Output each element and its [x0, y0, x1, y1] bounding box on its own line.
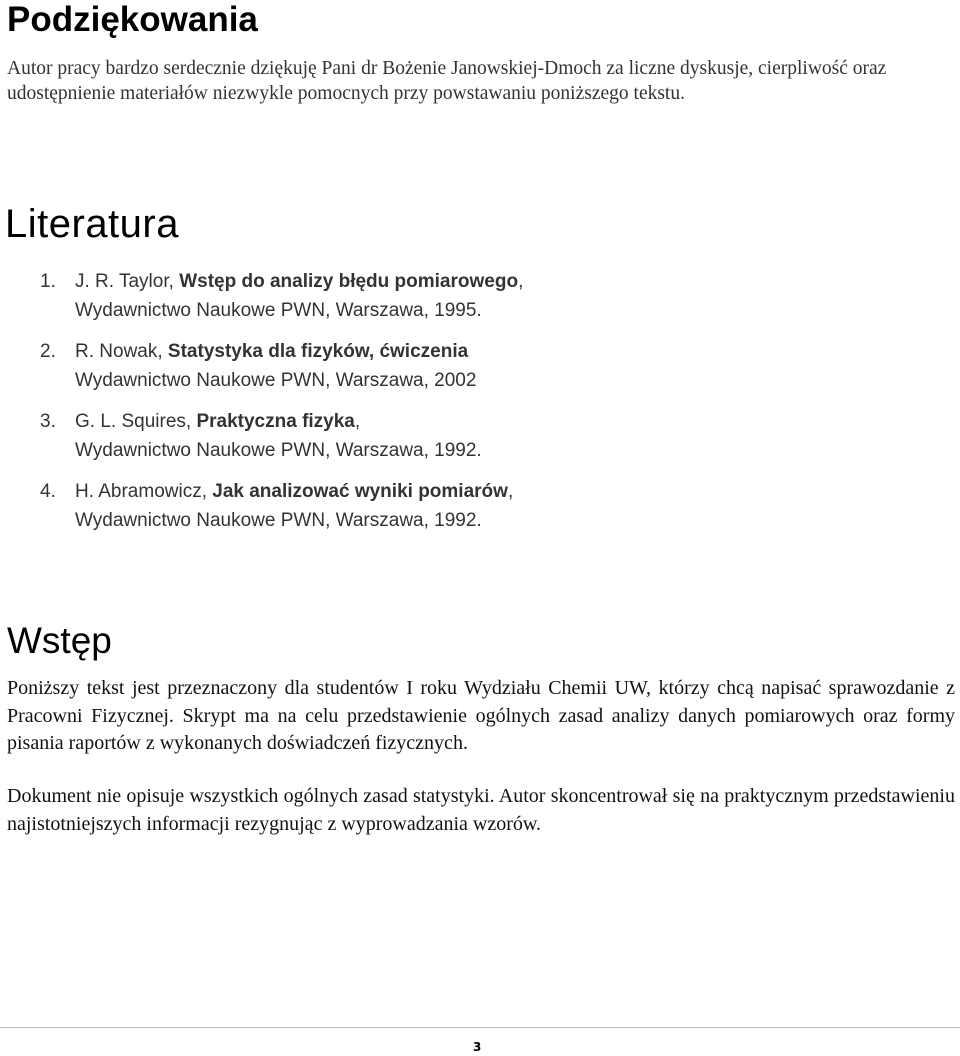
page-number: 3 — [473, 1040, 482, 1054]
acknowledgements-text: Autor pracy bardzo serdecznie dziękuję Pani dr Bożenie Janowskiej-Dmoch za liczne dyskusje, cierpliwość oraz udostępnienie materiałów niezwykle pomocnych przy powstawaniu poniższego tekstu. — [7, 58, 887, 104]
reference-author: J. R. Taylor, — [75, 271, 180, 292]
reference-publisher: Wydawnictwo Naukowe PWN, Warszawa, 1992. — [75, 510, 482, 531]
reference-punctuation: , — [354, 411, 361, 432]
reference-author: R. Nowak, — [75, 341, 168, 362]
reference-publisher: Wydawnictwo Naukowe PWN, Warszawa, 1992. — [75, 440, 482, 461]
reference-line-1 — [75, 408, 360, 435]
reference-line-1 — [75, 478, 513, 505]
reference-author: H. Abramowicz, — [75, 481, 213, 502]
reference-number: 2. — [40, 341, 56, 362]
reference-title: Jak analizować wyniki pomiarów — [212, 481, 508, 502]
introduction-paragraph: Poniższy tekst jest przeznaczony dla studentów I roku Wydziału Chemii UW, którzy chcą napisać sprawozdanie z Pracowni Fizycznej. Skrypt ma na celu przedstawienie ogólnych zasad analizy danych pomiarowych oraz formy pisania raportów z wykonanych doświadczeń fizycznych. — [7, 677, 955, 754]
reference-publisher: Wydawnictwo Naukowe PWN, Warszawa, 1995. — [75, 300, 482, 321]
reference-line-1 — [75, 268, 523, 295]
reference-title: Praktyczna fizyka — [196, 411, 355, 432]
reference-line-1 — [75, 338, 468, 365]
literature-heading: Literatura — [5, 202, 179, 246]
reference-punctuation: , — [507, 481, 514, 502]
reference-number: 1. — [40, 271, 56, 292]
reference-publisher: Wydawnictwo Naukowe PWN, Warszawa, 2002 — [75, 370, 477, 391]
reference-author: G. L. Squires, — [75, 411, 197, 432]
reference-title: Wstęp do analizy błędu pomiarowego — [179, 271, 519, 292]
acknowledgements-heading: Podziękowania — [7, 0, 258, 39]
introduction-paragraph: Dokument nie opisuje wszystkich ogólnych zasad statystyki. Autor skoncentrował się na praktycznym przedstawieniu najistotniejszych informacji rezygnując z wyprowadzania wzorów. — [7, 785, 955, 835]
reference-punctuation: , — [518, 271, 524, 292]
reference-title: Statystyka dla fizyków, ćwiczenia — [167, 341, 469, 362]
footer-divider — [0, 1027, 960, 1028]
introduction-heading: Wstęp — [7, 620, 112, 661]
reference-number: 4. — [40, 481, 56, 502]
reference-number: 3. — [40, 411, 56, 432]
